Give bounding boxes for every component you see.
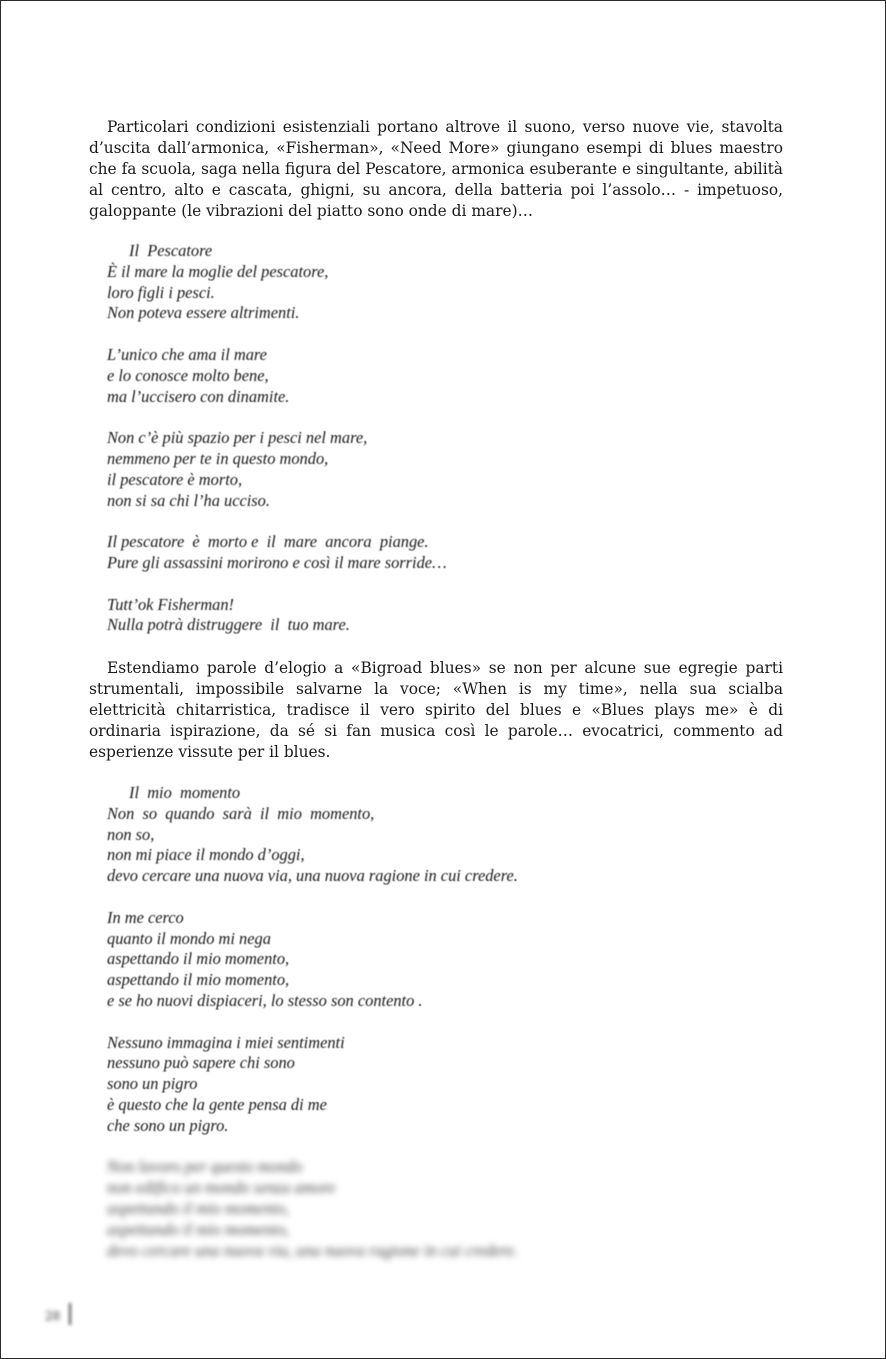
- poem-line: non so,: [107, 824, 155, 844]
- stanza-break: [107, 407, 787, 428]
- poem-il-pescatore: [107, 241, 787, 636]
- page-number-divider: [69, 1303, 71, 1325]
- poem-line: aspettando il mio momento,: [107, 949, 290, 969]
- page-number: 28: [45, 1309, 61, 1323]
- poem-line: ma l’uccisero con dinamite.: [107, 386, 290, 406]
- poem-line-blurred: non edifico un mondo senza amore: [107, 1178, 336, 1198]
- stanza-break: [107, 1137, 787, 1158]
- poem-line: L’unico che ama il mare: [107, 344, 267, 364]
- poem-line: il pescatore è morto,: [107, 469, 243, 489]
- poem-line: quanto il mondo mi nega: [107, 928, 271, 948]
- poem-line: devo cercare una nuova via, una nuova ragione in cui credere.: [107, 866, 518, 886]
- poem-line: sono un pigro: [107, 1074, 198, 1094]
- poem-line: Pure gli assassini morirono e così il mare sorride…: [107, 552, 447, 572]
- poem-line-blurred: devo cercare una nuova via, una nuova ragione in cui credere.: [107, 1240, 518, 1260]
- poem-line: Il pescatore è morto e il mare ancora piange.: [107, 532, 429, 552]
- paragraph-text: Particolari condizioni esistenziali portano altrove il suono, verso nuove vie, stavolta d’uscita dall’armonica, «Fisherman», «Need More» giungano esempi di blues maestro che fa scuola, saga nella figura del Pescatore, armonica esuberante e singultante, abilità al centro, alto e cascata, ghigni, su ancora, della batteria poi l’assolo… - impetuoso, galoppante (le vibrazioni del piatto sono onde di mare)…: [89, 118, 783, 220]
- poem-line: Nulla potrà distruggere il tuo mare.: [107, 615, 350, 635]
- poem-line: nemmeno per te in questo mondo,: [107, 448, 329, 468]
- stanza-break: [107, 574, 787, 595]
- poem-line-blurred: aspettando il mio momento,: [107, 1219, 290, 1239]
- poem-line: nessuno può sapere chi sono: [107, 1053, 295, 1073]
- poem-line: aspettando il mio momento,: [107, 970, 290, 990]
- poem-line: È il mare la moglie del pescatore,: [107, 261, 329, 281]
- paragraph-text: Estendiamo parole d’elogio a «Bigroad blues» se non per alcune sue egregie parti strumentali, impossibile salvarne la voce; «When is my time», nella sua scialba elettricità chitarristica, tradisce il vero spirito del blues e «Blues plays me» è di ordinaria ispirazione, da sé si fan musica così le parole… evocatrici, commento ad esperienze vissute per il blues.: [89, 659, 783, 761]
- poem-line: loro figli i pesci.: [107, 282, 215, 302]
- poem-il-mio-momento: [107, 783, 787, 1261]
- poem-line: Non c’è più spazio per i pesci nel mare,: [107, 428, 368, 448]
- poem-line: non mi piace il mondo d’oggi,: [107, 845, 305, 865]
- poem-line: In me cerco: [107, 907, 184, 927]
- poem-line: Tutt’ok Fisherman!: [107, 594, 235, 614]
- poem-line-blurred: Non lavoro per questo mondo: [107, 1157, 303, 1177]
- stanza-break: [107, 511, 787, 532]
- poem-title: Il Pescatore: [129, 241, 213, 260]
- poem-line: Nessuno immagina i miei sentimenti: [107, 1032, 345, 1052]
- stanza-break: [107, 324, 787, 345]
- poem-line: che sono un pigro.: [107, 1115, 229, 1135]
- poem-line: Non poteva essere altrimenti.: [107, 303, 300, 323]
- poem-title: Il mio momento: [129, 783, 241, 802]
- stanza-break: [107, 1012, 787, 1033]
- paragraph-fisherman: [89, 117, 783, 222]
- stanza-break: [107, 887, 787, 908]
- poem-line-blurred: aspettando il mio momento,: [107, 1198, 290, 1218]
- poem-line: Non so quando sarà il mio momento,: [107, 803, 375, 823]
- poem-line: e lo conosce molto bene,: [107, 365, 269, 385]
- poem-line: e se ho nuovi dispiaceri, lo stesso son contento .: [107, 990, 423, 1010]
- poem-line: non si sa chi l’ha ucciso.: [107, 490, 270, 510]
- paragraph-bigroad-blues: [89, 658, 783, 763]
- poem-line: è questo che la gente pensa di me: [107, 1094, 327, 1114]
